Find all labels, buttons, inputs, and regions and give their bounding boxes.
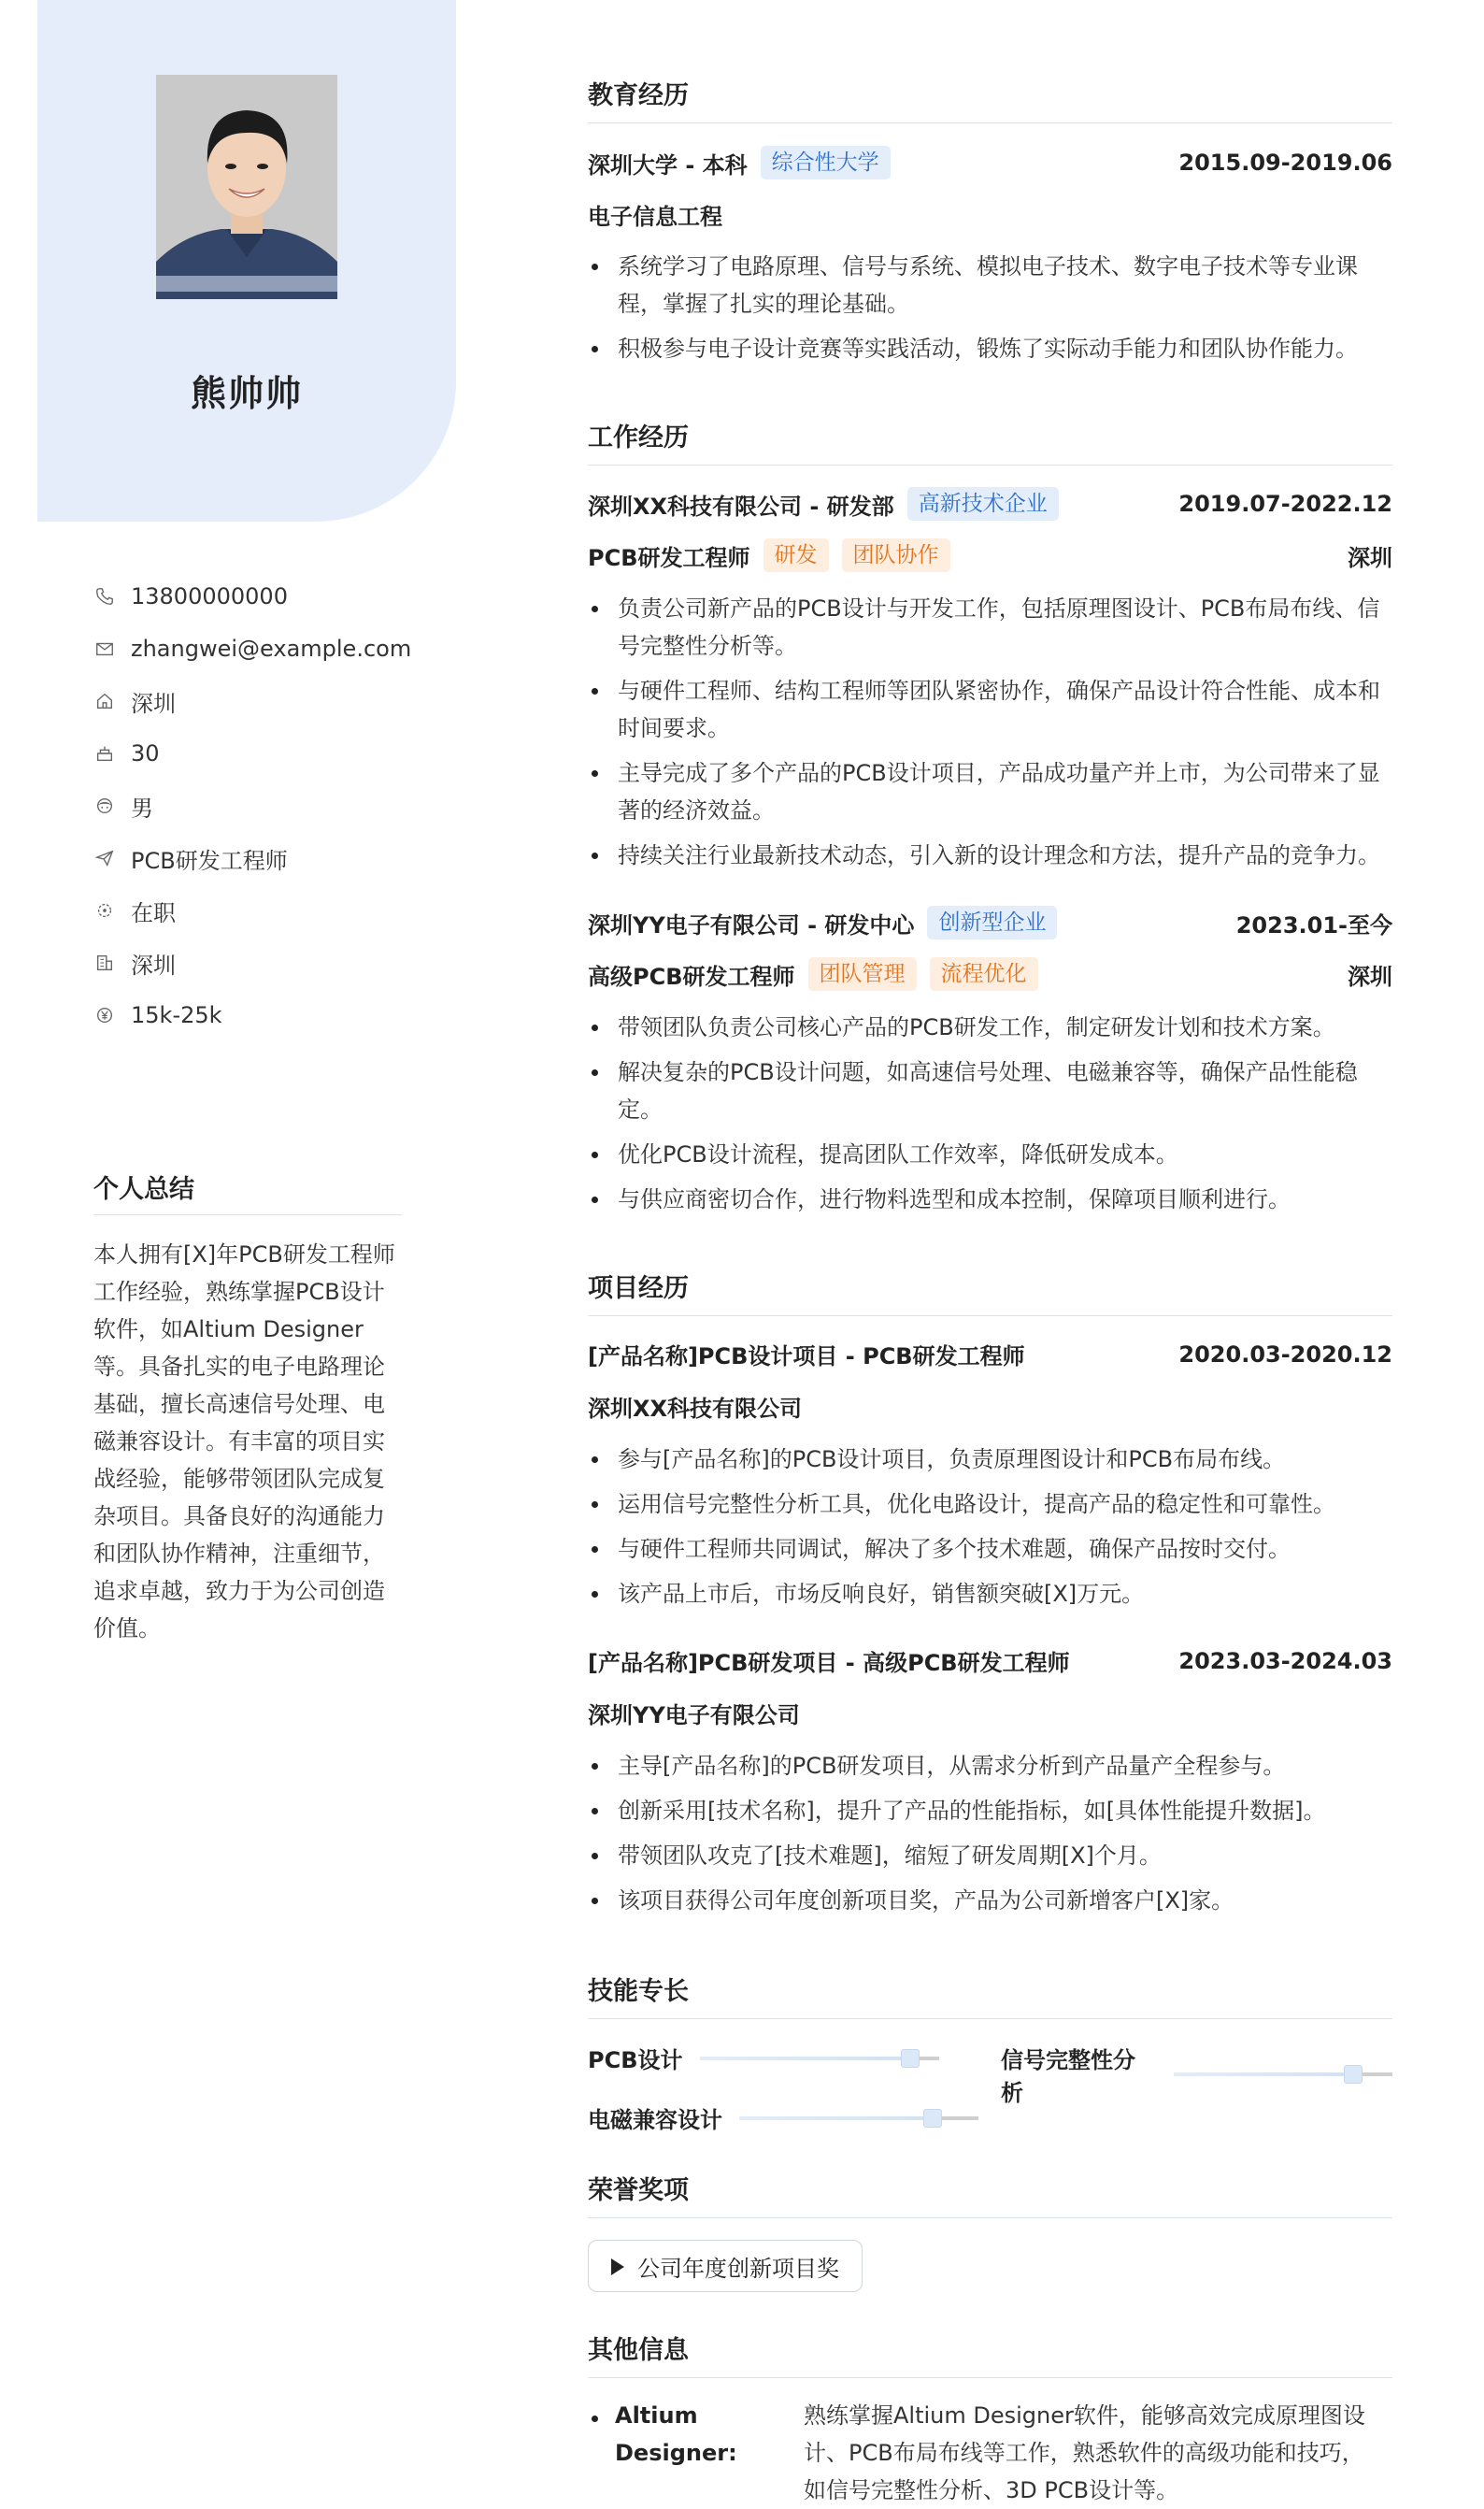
info-text: zhangwei@example.com	[131, 636, 412, 662]
education-entry	[588, 146, 1392, 179]
major-row	[588, 198, 1392, 231]
honors-section	[588, 2170, 1392, 2218]
list-item: 该产品上市后，市场反响良好，销售额突破[X]万元。	[588, 1575, 1392, 1613]
other-label: Altium Designer:	[615, 2402, 737, 2466]
skill-knob	[1344, 2065, 1363, 2084]
job-role-row	[588, 957, 1392, 991]
skill-item	[588, 2101, 978, 2134]
project-header	[588, 1338, 1392, 1370]
home-icon	[93, 690, 116, 712]
send-icon	[93, 847, 116, 869]
skill-bar	[1174, 2072, 1392, 2076]
info-text: 在职	[131, 899, 176, 926]
job-role: 高级PCB研发工程师	[588, 963, 795, 990]
skill-bar	[700, 2057, 939, 2060]
project-company-row	[588, 1390, 1392, 1423]
list-item: 该项目获得公司年度创新项目奖，产品为公司新增客户[X]家。	[588, 1882, 1392, 1919]
section-title: 教育经历	[588, 75, 1392, 123]
info-home	[93, 675, 430, 727]
yuan-icon	[93, 1004, 116, 1026]
info-city	[93, 937, 430, 989]
phone-icon	[93, 585, 116, 608]
job-bullets	[588, 590, 1392, 874]
job-city: 深圳	[1348, 544, 1392, 571]
list-item: 运用信号完整性分析工具，优化电路设计，提高产品的稳定性和可靠性。	[588, 1485, 1392, 1523]
project-header	[588, 1644, 1392, 1677]
bullet-dot	[592, 2416, 598, 2422]
skill-bar	[739, 2116, 978, 2120]
info-text: 深圳	[131, 952, 176, 979]
skill-item	[1001, 2042, 1392, 2107]
list-item: 与硬件工程师共同调试，解决了多个技术难题，确保产品按时交付。	[588, 1530, 1392, 1568]
major-name: 电子信息工程	[588, 204, 722, 230]
building-icon	[93, 952, 116, 974]
skill-knob	[923, 2109, 942, 2128]
list-item: 优化PCB设计流程，提高团队工作效率，降低研发成本。	[588, 1136, 1392, 1173]
job-date: 2019.07-2022.12	[1178, 491, 1392, 517]
info-text: 30	[131, 740, 160, 767]
school-name: 深圳大学 - 本科	[588, 151, 748, 179]
skills-section	[588, 1971, 1392, 2019]
job-header	[588, 906, 1392, 939]
company-name: 深圳YY电子有限公司 - 研发中心	[588, 911, 915, 939]
play-icon	[611, 2258, 624, 2275]
list-item: 主导[产品名称]的PCB研发项目，从需求分析到产品量产全程参与。	[588, 1747, 1392, 1785]
project-bullets	[588, 1747, 1392, 1919]
job-role: PCB研发工程师	[588, 544, 750, 571]
profile-name: 熊帅帅	[190, 373, 303, 414]
list-item: 主导完成了多个产品的PCB设计项目，产品成功量产并上市，为公司带来了显著的经济效益。	[588, 754, 1392, 829]
info-age	[93, 727, 430, 780]
project-company: 深圳YY电子有限公司	[588, 1702, 800, 1728]
gender-icon	[93, 795, 116, 817]
role-tag: 研发	[763, 538, 829, 572]
job-role-row	[588, 538, 1392, 572]
info-position	[93, 832, 430, 884]
job-date: 2023.01-至今	[1235, 911, 1392, 939]
job-header	[588, 487, 1392, 521]
role-tag: 团队协作	[842, 538, 950, 572]
info-text: 男	[131, 795, 153, 822]
list-item: 持续关注行业最新技术动态，引入新的设计理念和方法，提升产品的竞争力。	[588, 837, 1392, 874]
cake-icon	[93, 742, 116, 765]
section-title: 技能专长	[588, 1971, 1392, 2019]
list-item: 与供应商密切合作，进行物料选型和成本控制，保障项目顺利进行。	[588, 1181, 1392, 1218]
avatar-image	[156, 75, 337, 299]
list-item: 负责公司新产品的PCB设计与开发工作，包括原理图设计、PCB布局布线、信号完整性分析等。	[588, 590, 1392, 665]
info-phone	[93, 570, 430, 623]
info-text: 13800000000	[131, 583, 288, 609]
company-tag: 创新型企业	[927, 906, 1057, 939]
section-title: 荣誉奖项	[588, 2170, 1392, 2218]
list-item: 系统学习了电路原理、信号与系统、模拟电子技术、数字电子技术等专业课程，掌握了扎实的理论基础。	[588, 248, 1392, 323]
skill-name: PCB设计	[588, 2047, 683, 2073]
summary-title: 个人总结	[93, 1168, 402, 1215]
avatar	[156, 75, 337, 299]
award-label: 公司年度创新项目奖	[637, 2255, 839, 2282]
skill-item	[588, 2042, 939, 2074]
role-tag: 流程优化	[930, 957, 1038, 991]
education-header	[588, 146, 1392, 179]
project-date: 2020.03-2020.12	[1178, 1341, 1392, 1368]
other-item	[588, 2397, 1383, 2509]
education-bullets	[588, 248, 1392, 367]
education-date: 2015.09-2019.06	[1178, 150, 1392, 176]
company-name: 深圳XX科技有限公司 - 研发部	[588, 493, 894, 520]
project-date: 2023.03-2024.03	[1178, 1647, 1392, 1674]
other-text: 熟练掌握Altium Designer软件，能够高效完成原理图设计、PCB布局布线等工作，熟悉软件的高级功能和技巧，如信号完整性分析、3D PCB设计等。	[804, 2402, 1365, 2503]
project-name: [产品名称]PCB研发项目 - 高级PCB研发工程师	[588, 1650, 1070, 1676]
section-title: 其他信息	[588, 2330, 1392, 2378]
info-salary	[93, 989, 430, 1041]
status-icon	[93, 899, 116, 922]
job-bullets	[588, 1009, 1392, 1218]
skill-knob	[901, 2049, 920, 2068]
education-section	[588, 75, 1392, 123]
list-item: 带领团队攻克了[技术难题]，缩短了研发周期[X]个月。	[588, 1837, 1392, 1874]
project-name: [产品名称]PCB设计项目 - PCB研发工程师	[588, 1343, 1025, 1369]
list-item: 创新采用[技术名称]，提升了产品的性能指标，如[具体性能提升数据]。	[588, 1792, 1392, 1829]
school-tag: 综合性大学	[761, 146, 891, 179]
company-tag: 高新技术企业	[907, 487, 1059, 521]
list-item: 与硬件工程师、结构工程师等团队紧密协作，确保产品设计符合性能、成本和时间要求。	[588, 672, 1392, 747]
project-bullets	[588, 1441, 1392, 1613]
summary-text: 本人拥有[X]年PCB研发工程师工作经验，熟练掌握PCB设计软件，如Altium Designer等。具备扎实的电子电路理论基础，擅长高速信号处理、电磁兼容设计。有丰富的项目实战经验，能够带领团队完成复杂项目。具备良好的沟通能力和团队协作精神，注重细节，追求卓越，致力于为公司创造价值。	[93, 1241, 395, 1642]
list-item: 参与[产品名称]的PCB设计项目，负责原理图设计和PCB布局布线。	[588, 1441, 1392, 1478]
skill-name: 信号完整性分析	[1001, 2047, 1135, 2106]
info-text: 深圳	[131, 690, 176, 717]
job-city: 深圳	[1348, 963, 1392, 990]
other-section	[588, 2330, 1392, 2378]
mail-icon	[93, 638, 116, 660]
info-status	[93, 884, 430, 937]
list-item: 解决复杂的PCB设计问题，如高速信号处理、电磁兼容等，确保产品性能稳定。	[588, 1054, 1392, 1128]
info-text: PCB研发工程师	[131, 847, 288, 874]
skill-name: 电磁兼容设计	[588, 2107, 722, 2133]
role-tag: 团队管理	[808, 957, 917, 991]
info-email	[93, 623, 430, 675]
info-gender	[93, 780, 430, 832]
section-title: 项目经历	[588, 1268, 1392, 1316]
list-item: 积极参与电子设计竞赛等实践活动，锻炼了实际动手能力和团队协作能力。	[588, 330, 1392, 367]
project-company: 深圳XX科技有限公司	[588, 1396, 803, 1422]
info-text: 15k-25k	[131, 1002, 222, 1028]
award-button[interactable]	[588, 2240, 863, 2292]
list-item: 带领团队负责公司核心产品的PCB研发工作，制定研发计划和技术方案。	[588, 1009, 1392, 1046]
section-title: 工作经历	[588, 417, 1392, 466]
project-company-row	[588, 1697, 1392, 1729]
work-section	[588, 417, 1392, 466]
contact-info	[93, 570, 430, 1041]
projects-section	[588, 1268, 1392, 1316]
